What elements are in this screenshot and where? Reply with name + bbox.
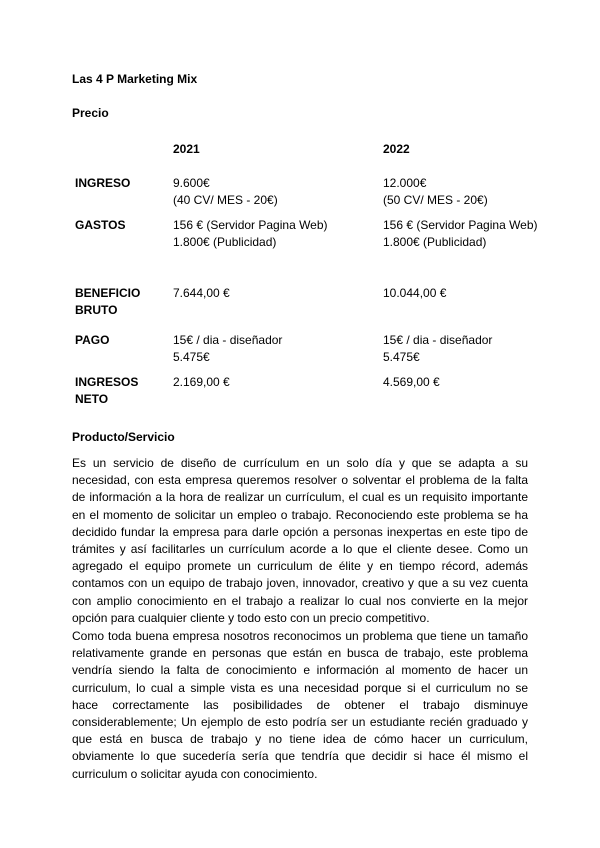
cell-line: 10.044,00 € xyxy=(383,286,447,300)
cell-ingreso-2022 xyxy=(383,175,488,209)
cell-line: (50 CV/ MES - 20€) xyxy=(383,193,488,207)
year-2021-header: 2021 xyxy=(173,142,200,156)
row-label-gastos xyxy=(75,217,125,234)
row-label-line: INGRESO xyxy=(75,176,131,190)
row-label-pago xyxy=(75,332,109,349)
cell-line: 4.569,00 € xyxy=(383,375,440,389)
cell-line: 1.800€ (Publicidad) xyxy=(383,235,487,249)
cell-neto-2021 xyxy=(173,374,230,391)
row-label-line: BRUTO xyxy=(75,303,118,317)
document-title: Las 4 P Marketing Mix xyxy=(72,72,198,86)
row-label-line: GASTOS xyxy=(75,218,126,232)
cell-neto-2022 xyxy=(383,374,440,391)
cell-ingreso-2021 xyxy=(173,175,278,209)
cell-line: 5.475€ xyxy=(383,350,420,364)
cell-line: 2.169,00 € xyxy=(173,375,230,389)
cell-pago-2021 xyxy=(173,332,282,366)
row-label-line: NETO xyxy=(75,392,109,406)
cell-line: 9.600€ xyxy=(173,176,210,190)
year-2022-header: 2022 xyxy=(383,142,410,156)
row-label-ingreso xyxy=(75,175,130,192)
cell-line: 15€ / dia - diseñador xyxy=(383,333,493,347)
cell-gastos-2022 xyxy=(383,217,538,251)
cell-line: 156 € (Servidor Pagina Web) xyxy=(173,218,328,232)
cell-pago-2022 xyxy=(383,332,492,366)
cell-line: 12.000€ xyxy=(383,176,427,190)
cell-gastos-2021 xyxy=(173,217,328,251)
row-label-beneficio-bruto xyxy=(75,285,140,319)
cell-line: 5.475€ xyxy=(173,350,210,364)
paragraph-2: Como toda buena empresa nosotros reconocimos un problema que tiene un tamaño relativamente grande en personas que están en busca de trabajo, este problema vendría siendo la falta de conocimiento e información al momento de hacer un curriculum, lo cual a simple vista es una necesidad porque si el curriculum no se hace correctamente las posibilidades de obtener el trabajo disminuye considerablemente; Un ejemplo de esto podría ser un estudiante recién graduado y que está en busca de trabajo y no tiene idea de cómo hacer un curriculum, obviamente lo que sucedería sería que tendría que decidir si hace él mismo el curriculum o solicitar ayuda con conocimiento. xyxy=(72,629,528,781)
cell-line: 15€ / dia - diseñador xyxy=(173,333,283,347)
cell-beneficio-2021 xyxy=(173,285,230,302)
producto-servicio-heading: Producto/Servicio xyxy=(72,430,175,444)
cell-line: 156 € (Servidor Pagina Web) xyxy=(383,218,538,232)
cell-beneficio-2022 xyxy=(383,285,446,302)
cell-line: 1.800€ (Publicidad) xyxy=(173,235,277,249)
row-label-line: INGRESOS xyxy=(75,375,139,389)
paragraph-1: Es un servicio de diseño de currículum en un solo día y que se adapta a su necesidad, con esta empresa queremos resolver o solventar el problema de la falta de información a la hora de realizar un currículum, el cual es un requisito importante en el momento de solicitar un empleo o trabajo. Reconociendo este problema se ha decidido fundar la empresa para darle opción a personas inexpertas en este tipo de trámites y así facilitarles un currículum acorde a lo que el cliente desee. Como un agregado el equipo promete un curriculum de élite y en tiempo récord, además contamos con un equipo de trabajo joven, innovador, creativo y que a su vez cuenta con amplio conocimiento en el trabajo a realizar lo cual nos convierte en la mejor opción para cualquier cliente y todo esto con un precio competitivo. xyxy=(72,456,528,625)
row-label-ingresos-neto xyxy=(75,374,138,408)
row-label-line: BENEFICIO xyxy=(75,286,141,300)
cell-line: 7.644,00 € xyxy=(173,286,230,300)
precio-heading: Precio xyxy=(72,106,109,120)
cell-line: (40 CV/ MES - 20€) xyxy=(173,193,278,207)
row-label-line: PAGO xyxy=(75,333,110,347)
